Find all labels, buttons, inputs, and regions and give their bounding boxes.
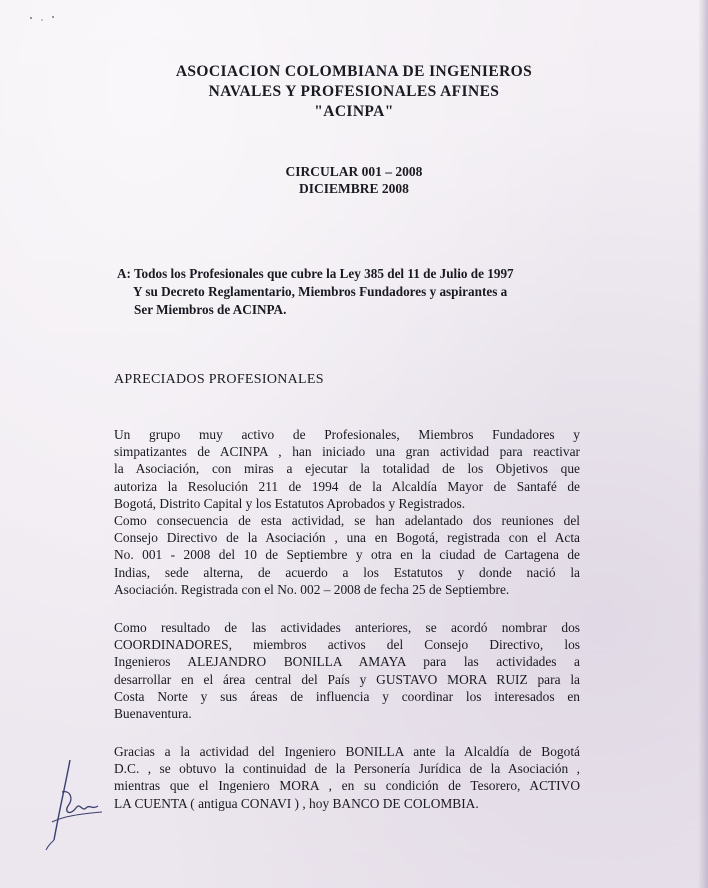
paragraph-line: Como resultado de las actividades anteriores, se acordó nombrar dos xyxy=(114,620,580,635)
circular-title-block xyxy=(0,163,708,197)
circular-number: CIRCULAR 001 – 2008 xyxy=(285,164,423,179)
paragraph-line: la Asociación, con miras a ejecutar la totalidad de los Objetivos que xyxy=(114,461,580,477)
paragraph-line: Asociación. Registrada con el No. 002 – 2008 de fecha 25 de Septiembre. xyxy=(114,581,510,597)
paragraph-line: Bogotá, Distrito Capital y los Estatutos Aprobados y Registrados. xyxy=(114,495,466,511)
recipient-block xyxy=(117,265,597,319)
paragraph-line: mientras que el Ingeniero MORA , en su condición de Tesorero, ACTIVO xyxy=(114,778,580,794)
header-line-1: ASOCIACION COLOMBIANA DE INGENIEROS xyxy=(175,63,533,80)
paragraph-2 xyxy=(114,619,580,722)
recipient-line-2: Y su Decreto Reglamentario, Miembros Fundadores y aspirantes a xyxy=(133,284,508,299)
paragraph-line: Indias, sede alterna, de acuerdo a los Estatutos y donde nació la xyxy=(114,564,580,580)
header-line-3: "ACINPA" xyxy=(314,103,394,120)
salutation: APRECIADOS PROFESIONALES xyxy=(114,372,324,387)
paragraph-line: desarrollar en el área central del País y GUSTAVO MORA RUIZ para la xyxy=(114,671,580,687)
paragraph-line: Consejo Directivo de la Asociación , una en Bogotá, registrada con el Acta xyxy=(114,530,580,546)
paragraph-line: Costa Norte y sus áreas de influencia y coordinar los interesados en xyxy=(114,688,580,704)
recipient-line-3: Ser Miembros de ACINPA. xyxy=(134,302,287,317)
paragraph-line: simpatizantes de ACINPA , han iniciado una gran actividad para reactivar xyxy=(114,444,580,460)
paragraph-line: Un grupo muy activo de Profesionales, Miembros Fundadores y xyxy=(114,427,580,442)
handwritten-signature xyxy=(40,752,110,852)
scan-speck-marks xyxy=(28,14,58,24)
paragraph-line: Gracias a la actividad del Ingeniero BONILLA ante la Alcaldía de Bogotá xyxy=(114,744,580,759)
paragraph-line: Como consecuencia de esta actividad, se han adelantado dos reuniones del xyxy=(114,512,580,528)
header-line-2: NAVALES Y PROFESIONALES AFINES xyxy=(208,83,500,100)
paragraph-line: D.C. , se obtuvo la continuidad de la Personería Jurídica de la Asociación , xyxy=(114,761,580,777)
association-header xyxy=(0,62,708,122)
recipient-line-1: A: Todos los Profesionales que cubre la Ley 385 del 11 de Julio de 1997 xyxy=(117,266,514,281)
paragraph-line: No. 001 - 2008 del 10 de Septiembre y otra en la ciudad de Cartagena de xyxy=(114,547,580,563)
paragraph-1 xyxy=(114,426,580,598)
circular-date: DICIEMBRE 2008 xyxy=(299,181,409,196)
paragraph-line: LA CUENTA ( antigua CONAVI ) , hoy BANCO DE COLOMBIA. xyxy=(114,795,479,811)
paragraph-line: COORDINADORES, miembros activos del Consejo Directivo, los xyxy=(114,637,580,653)
paragraph-line: Ingenieros ALEJANDRO BONILLA AMAYA para las actividades a xyxy=(114,654,580,670)
paragraph-line: autoriza la Resolución 211 de 1994 de la Alcaldía Mayor de Santafé de xyxy=(114,478,580,494)
paragraph-line: Buenaventura. xyxy=(114,705,192,721)
paragraph-3 xyxy=(114,743,580,812)
